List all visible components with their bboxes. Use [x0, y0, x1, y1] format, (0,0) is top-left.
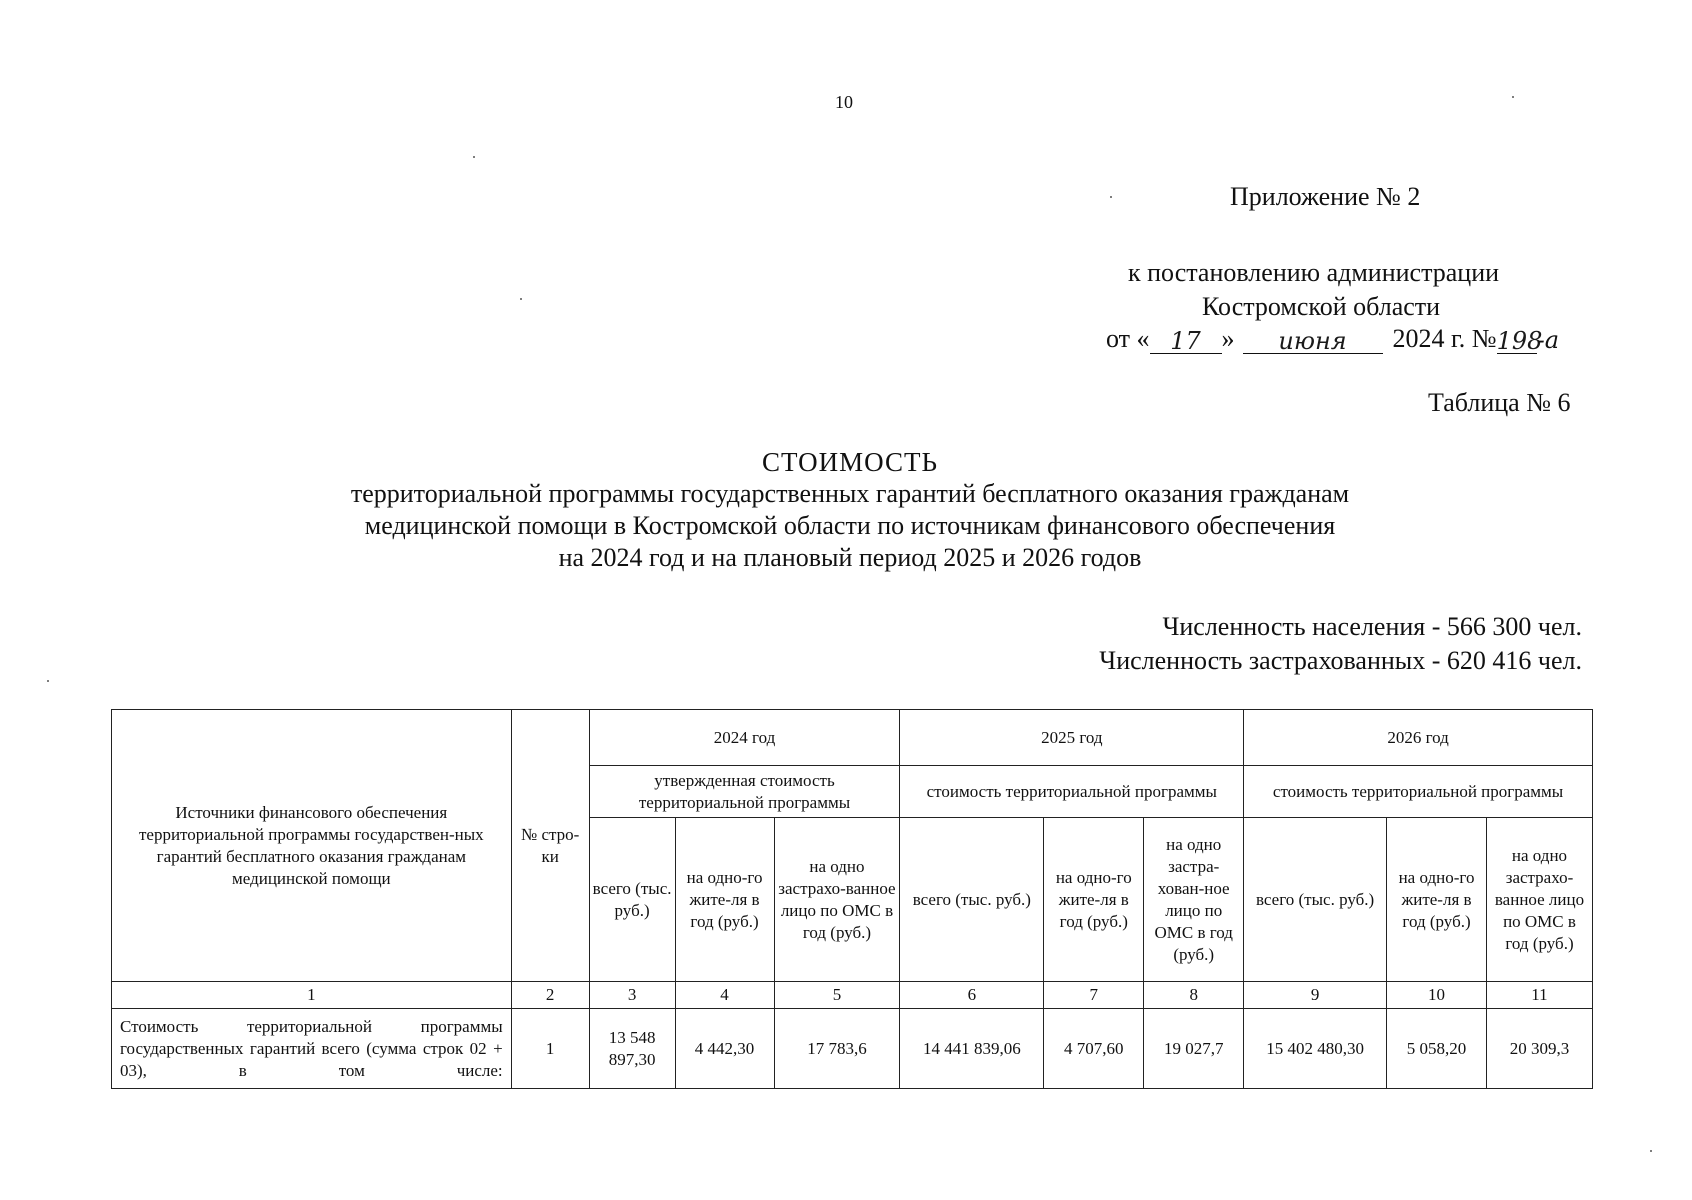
header-year-2024: 2024 год	[589, 710, 900, 766]
row1-2025-per-insured: 19 027,7	[1144, 1009, 1244, 1089]
colnum-9: 9	[1244, 982, 1387, 1009]
header-col-4: на одно-го жите-ля в год (руб.)	[675, 818, 774, 982]
header-sub-2026: стоимость территориальной программы	[1244, 766, 1593, 818]
title-main: СТОИМОСТЬ	[762, 447, 938, 477]
row1-2026-per-insured: 20 309,3	[1486, 1009, 1592, 1089]
table-label: Таблица № 6	[1428, 388, 1571, 417]
header-col-8: на одно застра-хован-ное лицо по ОМС в год (руб.)	[1144, 818, 1244, 982]
row1-2026-per-resident: 5 058,20	[1387, 1009, 1487, 1089]
scan-speck	[47, 680, 49, 682]
colnum-5: 5	[774, 982, 900, 1009]
colnum-11: 11	[1486, 982, 1592, 1009]
decree-month: июня	[1243, 329, 1383, 354]
colnum-7: 7	[1044, 982, 1144, 1009]
header-sub-2024: утвержденная стоимость территориальной программы	[589, 766, 900, 818]
header-col-6: всего (тыс. руб.)	[900, 818, 1044, 982]
header-year-2025: 2025 год	[900, 710, 1244, 766]
page-number: 10	[835, 92, 853, 112]
insured-count: Численность застрахованных - 620 416 чел.	[1099, 646, 1582, 675]
header-col-11: на одно застрахо-ванное лицо по ОМС в год (руб.)	[1486, 818, 1592, 982]
decree-mid: »	[1221, 324, 1235, 353]
title-line-2: медицинской помощи в Костромской области по источникам финансового обеспечения	[364, 511, 1336, 540]
cost-table	[111, 709, 1593, 1089]
row1-number: 1	[511, 1009, 589, 1089]
row1-2025-per-resident: 4 707,60	[1044, 1009, 1144, 1089]
scan-speck	[1110, 196, 1112, 198]
decree-number: 198	[1496, 327, 1543, 355]
scan-speck	[520, 298, 522, 300]
header-row-number: № стро-ки	[511, 710, 589, 982]
colnum-6: 6	[900, 982, 1044, 1009]
header-col-9: всего (тыс. руб.)	[1244, 818, 1387, 982]
decree-date-line	[1106, 324, 1559, 354]
table-row	[112, 1009, 1593, 1089]
row1-2024-per-insured: 17 783,6	[774, 1009, 900, 1089]
row1-2024-total: 13 548 897,30	[589, 1009, 675, 1089]
decree-prefix: от «	[1106, 324, 1150, 353]
header-row-years	[112, 710, 1593, 766]
colnum-1: 1	[112, 982, 512, 1009]
header-sub-2025: стоимость территориальной программы	[900, 766, 1244, 818]
scan-speck	[1512, 96, 1514, 98]
title-line-3: на 2024 год и на плановый период 2025 и 2026 годов	[558, 543, 1142, 572]
scan-speck	[473, 156, 475, 158]
decree-line-2: Костромской области	[1202, 292, 1441, 321]
header-col-5: на одно застрахо-ванное лицо по ОМС в год (руб.)	[774, 818, 900, 982]
header-col-3: всего (тыс. руб.)	[589, 818, 675, 982]
colnum-2: 2	[511, 982, 589, 1009]
colnum-10: 10	[1387, 982, 1487, 1009]
decree-line-1: к постановлению администрации	[1128, 258, 1500, 287]
header-col-10: на одно-го жите-ля в год (руб.)	[1387, 818, 1487, 982]
row1-2025-total: 14 441 839,06	[900, 1009, 1044, 1089]
header-year-2026: 2026 год	[1244, 710, 1593, 766]
header-col-7: на одно-го жите-ля в год (руб.)	[1044, 818, 1144, 982]
scan-speck	[1650, 1150, 1652, 1152]
row1-2024-per-resident: 4 442,30	[675, 1009, 774, 1089]
column-number-row	[112, 982, 1593, 1009]
row1-2026-total: 15 402 480,30	[1244, 1009, 1387, 1089]
colnum-3: 3	[589, 982, 675, 1009]
header-source: Источники финансового обеспечения территориальной программы государствен-ных гарантий бесплатного оказания гражданам медицинской помощи	[112, 710, 512, 982]
title-line-1: территориальной программы государственных гарантий бесплатного оказания гражданам	[350, 479, 1350, 508]
decree-number-suffix: -а	[1536, 326, 1559, 354]
population-count: Численность населения - 566 300 чел.	[1162, 612, 1582, 641]
colnum-4: 4	[675, 982, 774, 1009]
row1-source: Стоимость территориальной программы государственных гарантий всего (сумма строк 02 + 03), в том числе:	[112, 1009, 512, 1089]
colnum-8: 8	[1144, 982, 1244, 1009]
decree-year: 2024 г. №	[1392, 324, 1497, 353]
appendix-title: Приложение № 2	[1230, 182, 1421, 211]
decree-day: 17	[1150, 329, 1222, 354]
document-title	[180, 446, 1520, 574]
